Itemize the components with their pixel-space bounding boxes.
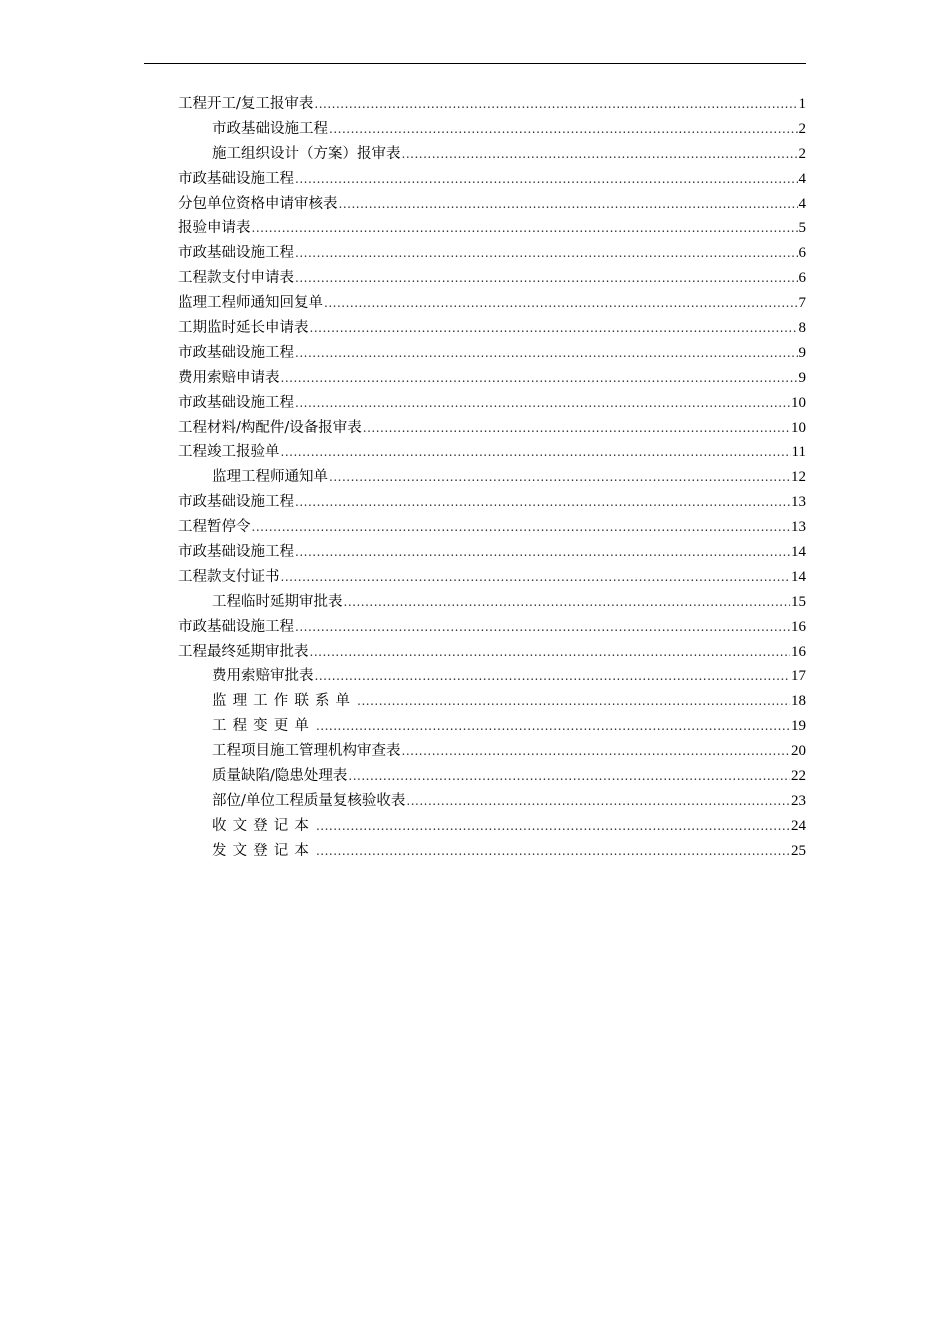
dot-leader [281, 366, 798, 391]
toc-entry[interactable] [178, 366, 806, 391]
toc-page-number: 11 [791, 444, 806, 461]
dot-leader [357, 689, 790, 714]
toc-entry-title: 工程暂停令 [178, 519, 251, 536]
toc-entry-title: 费用索赔审批表 [212, 668, 314, 685]
toc-page-number: 2 [798, 145, 806, 162]
toc-entry[interactable] [178, 764, 806, 789]
dot-leader [252, 216, 798, 241]
toc-page-number: 23 [791, 792, 806, 809]
dot-leader [295, 391, 790, 416]
toc-entry-title: 工程开工/复工报审表 [178, 96, 314, 112]
dot-leader [310, 316, 798, 341]
toc-entry[interactable] [178, 689, 806, 714]
toc-entry-title: 工程材料/构配件/设备报审表 [178, 419, 362, 436]
toc-entry[interactable] [178, 142, 806, 167]
dot-leader [348, 764, 790, 789]
dot-leader [316, 839, 790, 864]
toc-page-number: 17 [791, 668, 806, 685]
toc-entry-title: 工期监时延长申请表 [178, 320, 309, 337]
dot-leader [329, 465, 790, 490]
toc-entry-title: 监理工程师通知回复单 [178, 295, 323, 312]
toc-entry-title: 发文登记本 [212, 842, 315, 859]
dot-leader [314, 92, 797, 117]
toc-entry[interactable] [178, 416, 806, 441]
toc-entry[interactable] [178, 92, 806, 117]
toc-entry[interactable] [178, 266, 806, 291]
toc-page-number: 13 [791, 494, 806, 511]
toc-entry[interactable] [178, 515, 806, 540]
dot-leader [295, 167, 798, 192]
toc-entry[interactable] [178, 192, 806, 217]
toc-entry-title: 费用索赔申请表 [178, 369, 280, 386]
toc-page-number: 9 [798, 369, 806, 386]
toc-entry-title: 市政基础设施工程 [178, 245, 294, 262]
toc-page-number: 14 [791, 544, 806, 561]
toc-entry[interactable] [178, 565, 806, 590]
toc-page-number: 16 [791, 618, 806, 635]
dot-leader [402, 739, 791, 764]
toc-entry-title: 施工组织设计（方案）报审表 [212, 145, 401, 162]
dot-leader [316, 714, 790, 739]
toc-entry-title: 市政基础设施工程 [178, 344, 294, 361]
toc-entry[interactable] [178, 440, 806, 465]
dot-leader [315, 664, 791, 689]
toc-entry-title: 质量缺陷/隐患处理表 [212, 768, 348, 785]
dot-leader [295, 341, 798, 366]
dot-leader [339, 192, 798, 217]
toc-entry-title: 工程项目施工管理机构审查表 [212, 743, 401, 760]
toc-entry[interactable] [178, 814, 806, 839]
toc-page-number: 6 [798, 245, 806, 262]
toc-page-number: 13 [791, 519, 806, 536]
toc-page-number: 20 [791, 743, 806, 760]
dot-leader [295, 490, 790, 515]
toc-entry-title: 收文登记本 [212, 817, 315, 834]
toc-page-number: 4 [798, 170, 806, 187]
dot-leader [402, 142, 798, 167]
toc-entry-title: 部位/单位工程质量复核验收表 [212, 792, 406, 809]
toc-entry[interactable] [178, 615, 806, 640]
toc-entry-title: 工程竣工报验单 [178, 444, 280, 461]
toc-entry[interactable] [178, 291, 806, 316]
toc-entry-title: 报验申请表 [178, 220, 251, 237]
dot-leader [324, 291, 798, 316]
dot-leader [281, 440, 791, 465]
toc-entry[interactable] [178, 341, 806, 366]
toc-page-number: 7 [798, 295, 806, 312]
toc-page-number: 10 [791, 394, 806, 411]
toc-page-number: 4 [798, 195, 806, 212]
toc-entry[interactable] [178, 714, 806, 739]
toc-entry-title: 市政基础设施工程 [178, 494, 294, 511]
dot-leader [295, 266, 798, 291]
toc-entry[interactable] [178, 316, 806, 341]
dot-leader [252, 515, 791, 540]
toc-page-number: 8 [798, 320, 806, 337]
toc-page-number: 15 [791, 593, 806, 610]
toc-page-number: 24 [791, 817, 806, 834]
header-rule [144, 63, 806, 64]
toc-entry-title: 工程临时延期审批表 [212, 593, 343, 610]
toc-entry[interactable] [178, 664, 806, 689]
dot-leader [295, 241, 798, 266]
toc-page-number: 2 [798, 120, 806, 137]
toc-page-number: 9 [798, 344, 806, 361]
toc-entry[interactable] [178, 789, 806, 814]
dot-leader [406, 789, 790, 814]
toc-page-number: 5 [798, 220, 806, 237]
table-of-contents [178, 92, 806, 864]
toc-entry-title: 工程款支付申请表 [178, 270, 294, 287]
toc-entry[interactable] [178, 241, 806, 266]
toc-entry[interactable] [178, 540, 806, 565]
toc-entry[interactable] [178, 117, 806, 142]
toc-page-number: 22 [791, 768, 806, 785]
toc-entry[interactable] [178, 465, 806, 490]
toc-entry[interactable] [178, 216, 806, 241]
toc-entry-title: 工程款支付证书 [178, 568, 280, 585]
toc-page-number: 18 [791, 693, 806, 710]
toc-entry-title: 市政基础设施工程 [212, 120, 328, 137]
toc-page-number: 16 [791, 643, 806, 660]
dot-leader [363, 416, 790, 441]
toc-page-number: 25 [791, 842, 806, 859]
toc-entry[interactable] [178, 739, 806, 764]
toc-entry[interactable] [178, 490, 806, 515]
dot-leader [295, 615, 790, 640]
toc-page-number: 19 [791, 718, 806, 735]
toc-entry-title: 市政基础设施工程 [178, 394, 294, 411]
toc-page-number: 14 [791, 568, 806, 585]
toc-entry-title: 监理工程师通知单 [212, 469, 328, 486]
toc-page-number: 1 [798, 96, 806, 112]
toc-page-number: 12 [791, 469, 806, 486]
dot-leader [329, 117, 798, 142]
toc-entry[interactable] [178, 590, 806, 615]
toc-entry-title: 市政基础设施工程 [178, 170, 294, 187]
toc-entry-title: 工程变更单 [212, 718, 315, 735]
dot-leader [281, 565, 791, 590]
dot-leader [316, 814, 790, 839]
toc-entry[interactable] [178, 640, 806, 665]
toc-page-number: 6 [798, 270, 806, 287]
toc-entry[interactable] [178, 839, 806, 864]
toc-entry-title: 市政基础设施工程 [178, 618, 294, 635]
toc-entry-title: 市政基础设施工程 [178, 544, 294, 561]
toc-entry-title: 分包单位资格申请审核表 [178, 195, 338, 212]
toc-entry-title: 监理工作联系单 [212, 693, 357, 710]
dot-leader [344, 590, 791, 615]
dot-leader [310, 640, 791, 665]
toc-entry[interactable] [178, 391, 806, 416]
dot-leader [295, 540, 790, 565]
toc-entry[interactable] [178, 167, 806, 192]
toc-entry-title: 工程最终延期审批表 [178, 643, 309, 660]
toc-page-number: 10 [791, 419, 806, 436]
